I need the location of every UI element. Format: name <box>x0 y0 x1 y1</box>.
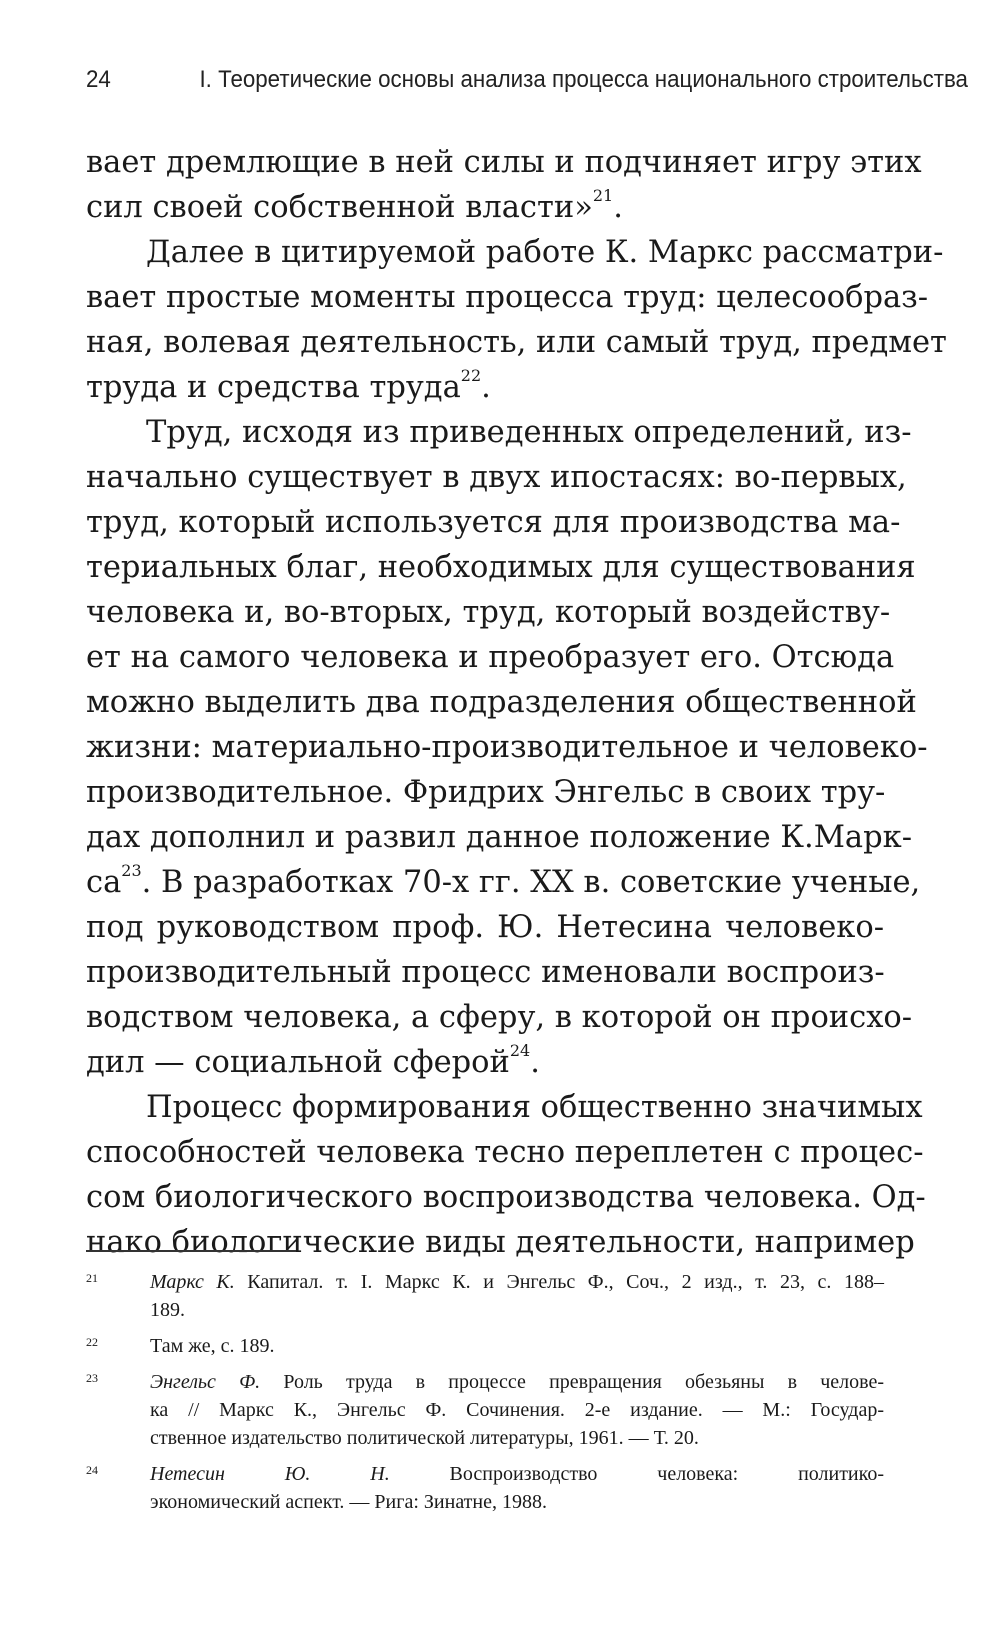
text-line: дил — социальной сферой$^{24}$. <box>86 1041 540 1080</box>
text-line: способностей человека тесно переплетен с процес- <box>86 1135 924 1170</box>
footnote-ref: 22 <box>460 366 482 385</box>
footnote-21 <box>86 1268 884 1324</box>
text-line: производительное. Фридрих Энгельс в своих тру- <box>86 775 886 810</box>
footnote-ref: 23 <box>121 861 142 880</box>
text-line: дах дополнил и развил данное положение К.Марк- <box>86 820 913 855</box>
text-line: человека и, во-вторых, труд, который воздейству- <box>86 595 891 630</box>
text-line: труда и средства труда$^{22}$. <box>86 366 491 405</box>
text-line: под руководством проф. Ю. Нетесина человеко- <box>86 910 884 945</box>
text-line: ет на самого человека и преобразует его. Отсюда <box>86 640 895 675</box>
footnote-line: Нетесин Ю. Н. Воспроизводство человека: политико- <box>150 1463 884 1485</box>
text-line: териальных благ, необходимых для существования <box>86 550 916 585</box>
footnote-23 <box>86 1368 884 1452</box>
text-line: нако биологические виды деятельности, например <box>86 1225 915 1260</box>
page-number: 24 <box>86 66 111 93</box>
footnote-22 <box>86 1332 884 1360</box>
text-line: жизни: материально-производительное и человеко- <box>86 730 928 765</box>
text-line: начально существует в двух ипостасях: во-первых, <box>86 460 907 495</box>
footnote-number: 23 <box>86 1371 98 1385</box>
text-line: сил своей собственной власти»$^{21}$. <box>86 186 623 225</box>
footnote-ref: 24 <box>509 1041 531 1060</box>
running-head: I. Теоретические основы анализа процесса национального строительства <box>199 66 968 93</box>
text-line: $са^{23}$. В разработках 70-х гг. XX в. советские ученые, <box>86 861 921 900</box>
text-line: Процесс формирования общественно значимых <box>146 1090 923 1125</box>
body-text <box>86 140 947 1265</box>
footnote-ref: 21 <box>592 186 614 205</box>
text-line: производительный процесс именовали воспроиз- <box>86 955 885 990</box>
text-line: сом биологического воспроизводства человека. Од- <box>86 1180 926 1215</box>
text-line: можно выделить два подразделения общественной <box>86 685 917 720</box>
footnote-author: Нетесин Ю. Н. <box>150 1463 390 1485</box>
page-header <box>86 60 968 100</box>
footnote-line: ка // Маркс К., Энгельс Ф. Сочинения. 2-е издание. — М.: Государ- <box>150 1399 884 1421</box>
footnote-number: 21 <box>86 1271 98 1285</box>
text-line: Далее в цитируемой работе К. Маркс рассматри- <box>146 235 944 270</box>
footnote-line: Маркс К. Капитал. т. I. Маркс К. и Энгельс Ф., Соч., 2 изд., т. 23, с. 188– <box>150 1271 884 1293</box>
text-line: Труд, исходя из приведенных определений, из- <box>146 415 912 450</box>
text-line: труд, который используется для производства ма- <box>86 505 901 540</box>
footnotes <box>86 1268 884 1524</box>
footnote-number: 22 <box>86 1335 98 1349</box>
footnote-line: Энгельс Ф. Роль труда в процессе превращения обезьяны в челове- <box>150 1371 884 1393</box>
footnote-line: ственное издательство политической литературы, 1961. — Т. 20. <box>150 1427 699 1449</box>
footnote-line: Там же, с. 189. <box>150 1335 275 1357</box>
text-line: ная, волевая деятельность, или самый труд, предмет <box>86 325 947 360</box>
text-line: водством человека, а сферу, в которой он происхо- <box>86 1000 913 1035</box>
footnote-author: Маркс К. <box>150 1271 235 1293</box>
footnote-line: экономический аспект. — Рига: Зинатне, 1988. <box>150 1491 547 1513</box>
text-line: вает простые моменты процесса труд: целесообраз- <box>86 280 929 315</box>
footnote-author: Энгельс Ф. <box>150 1371 261 1393</box>
footnote-divider <box>86 1250 296 1252</box>
footnote-line: 189. <box>150 1299 185 1321</box>
footnote-number: 24 <box>86 1463 98 1477</box>
text-line: вает дремлющие в ней силы и подчиняет игру этих <box>86 145 922 180</box>
footnote-24 <box>86 1460 884 1516</box>
